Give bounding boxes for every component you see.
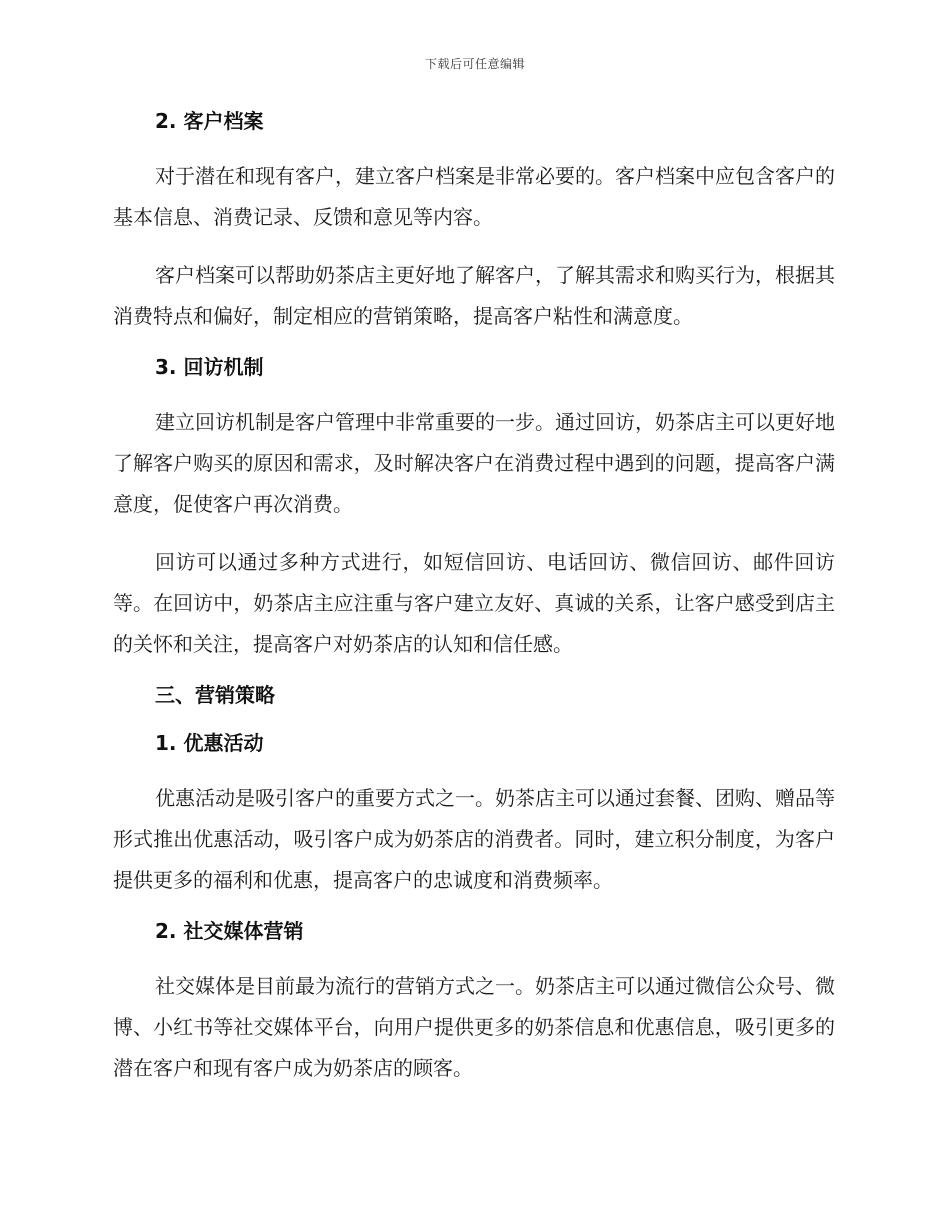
paragraph: 客户档案可以帮助奶茶店主更好地了解客户，了解其需求和购买行为，根据其消费特点和偏好，制定相应的营销策略，提高客户粘性和满意度。 [113, 263, 835, 328]
section-heading-marketing: 三、营销策略 [155, 683, 275, 707]
section-heading-follow-up: 3. 回访机制 [155, 355, 264, 379]
paragraph: 对于潜在和现有客户，建立客户档案是非常必要的。客户档案中应包含客户的基本信息、消费记录、反馈和意见等内容。 [113, 164, 835, 229]
page-header: 下载后可任意编辑 [424, 57, 525, 71]
section-heading-social-media: 2. 社交媒体营销 [155, 919, 304, 943]
document-body [113, 108, 835, 1106]
paragraph: 建立回访机制是客户管理中非常重要的一步。通过回访，奶茶店主可以更好地了解客户购买的原因和需求，及时解决客户在消费过程中遇到的问题，提高客户满意度，促使客户再次消费。 [113, 410, 835, 516]
section-heading-promotions: 1. 优惠活动 [155, 731, 264, 755]
section-heading-customer-files: 2. 客户档案 [155, 109, 264, 133]
paragraph: 优惠活动是吸引客户的重要方式之一。奶茶店主可以通过套餐、团购、赠品等形式推出优惠活动，吸引客户成为奶茶店的消费者。同时，建立积分制度，为客户提供更多的福利和优惠，提高客户的忠诚度和消费频率。 [113, 786, 835, 892]
paragraph: 社交媒体是目前最为流行的营销方式之一。奶茶店主可以通过微信公众号、微博、小红书等社交媒体平台，向用户提供更多的奶茶信息和优惠信息，吸引更多的潜在客户和现有客户成为奶茶店的顾客。 [113, 974, 835, 1080]
paragraph: 回访可以通过多种方式进行，如短信回访、电话回访、微信回访、邮件回访等。在回访中，奶茶店主应注重与客户建立友好、真诚的关系，让客户感受到店主的关怀和关注，提高客户对奶茶店的认知和信任感。 [113, 550, 835, 656]
